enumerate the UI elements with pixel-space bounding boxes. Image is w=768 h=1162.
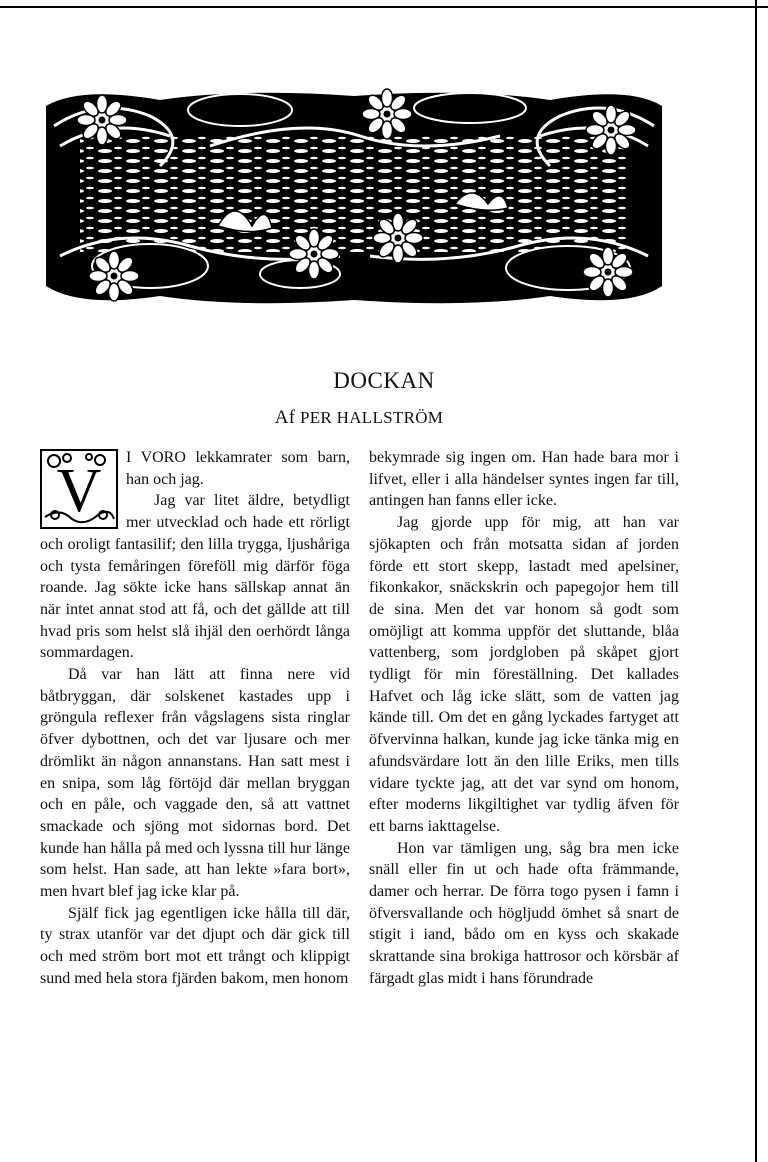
drop-cap-letter: V bbox=[56, 457, 102, 525]
page-top-border bbox=[0, 6, 768, 8]
left-text-column bbox=[40, 447, 350, 990]
water-lily-ornament-illustration bbox=[40, 86, 668, 310]
page-right-border bbox=[755, 0, 757, 1162]
byline-author: PER HALLSTRÖM bbox=[299, 408, 444, 427]
paragraph: I VORO lekkamrater som barn, han och jag. bbox=[126, 449, 350, 488]
right-text-column bbox=[369, 447, 679, 990]
paragraph: Jag var litet äldre, betydligt mer utvecklad och hade ett rörligt och oroligt fantasilif; den lilla trygga, ljushåriga och tysta femåringen föreföll mig därför föga roande. Jag sökte icke hans sällskap annat än när intet annat stod att få, och det gällde att till hvad pris som helst slå ihjäl den oerhördt långa sommardagen. bbox=[40, 492, 350, 662]
article-title: DOCKAN bbox=[333, 368, 435, 393]
paragraph: Jag gjorde upp för mig, att han var sjökapten och från motsatta sidan af jorden förde ett stort skepp, lastadt med apelsiner, fikonkakor, snäckskrin och papegojor hem till de sina. Men det var honom så godt som omöjligt att komma uppför det sluttande, blåa vattenberg, som jordgloben på skåpet gjort tydligt för min föreställning. Det kallades Hafvet och låg icke slätt, som de vatten jag kände till. Om det en gång lyckades fartyget att öfvervinna halkan, kunde jag icke tänka mig en afundsvärdare lott än den lille Eriks, men tills vidare tyckte jag, att det var synd om honom, efter moderns likgiltighet var tydlig äfven för ett barns iakttagelse. bbox=[369, 514, 679, 835]
paragraph: Hon var tämligen ung, såg bra men icke snäll eller fin ut och hade ofta främmande, damer och herrar. De förra togo pysen i famn i öfversvallande och högljudd ömhet så snart de stigit i iand, bådo om en kyss och skakade skrattande sina brokiga hattrosor och körsbär af färgadt glas midt i hans förundrade bbox=[369, 839, 679, 987]
paragraph: Själf fick jag egentligen icke hålla till där, ty strax utanför var det djupt och där gick till och med ström bort mot ett trångt och klippigt sund med hela stora fjärden bakom, men honom bbox=[40, 904, 350, 987]
paragraph: Då var han lätt att finna nere vid båtbryggan, där solskenet kastades upp i gröngula reflexer från vågslagens sista ringlar öfver dybottnen, och det var ljusare och mer drömlikt än någon annanstans. Han satt mest i en snipa, som låg förtöjd där mellan bryggan och en påle, och vaggade den, så att vattnet smackade och sjöng mot sidornas bord. Det kunde han hålla på med och lyssna till hur länge som helst. Han sade, att han lekte »fara bort», men hvart blef jag icke klar på. bbox=[40, 666, 350, 901]
byline-prefix: Af bbox=[274, 407, 296, 428]
paragraph: bekymrade sig ingen om. Han hade bara mor i lifvet, eller i alla händelser syntes ingen far till, antingen han fanns eller icke. bbox=[369, 449, 679, 510]
article-byline bbox=[0, 407, 718, 429]
decorated-drop-cap bbox=[40, 449, 118, 529]
